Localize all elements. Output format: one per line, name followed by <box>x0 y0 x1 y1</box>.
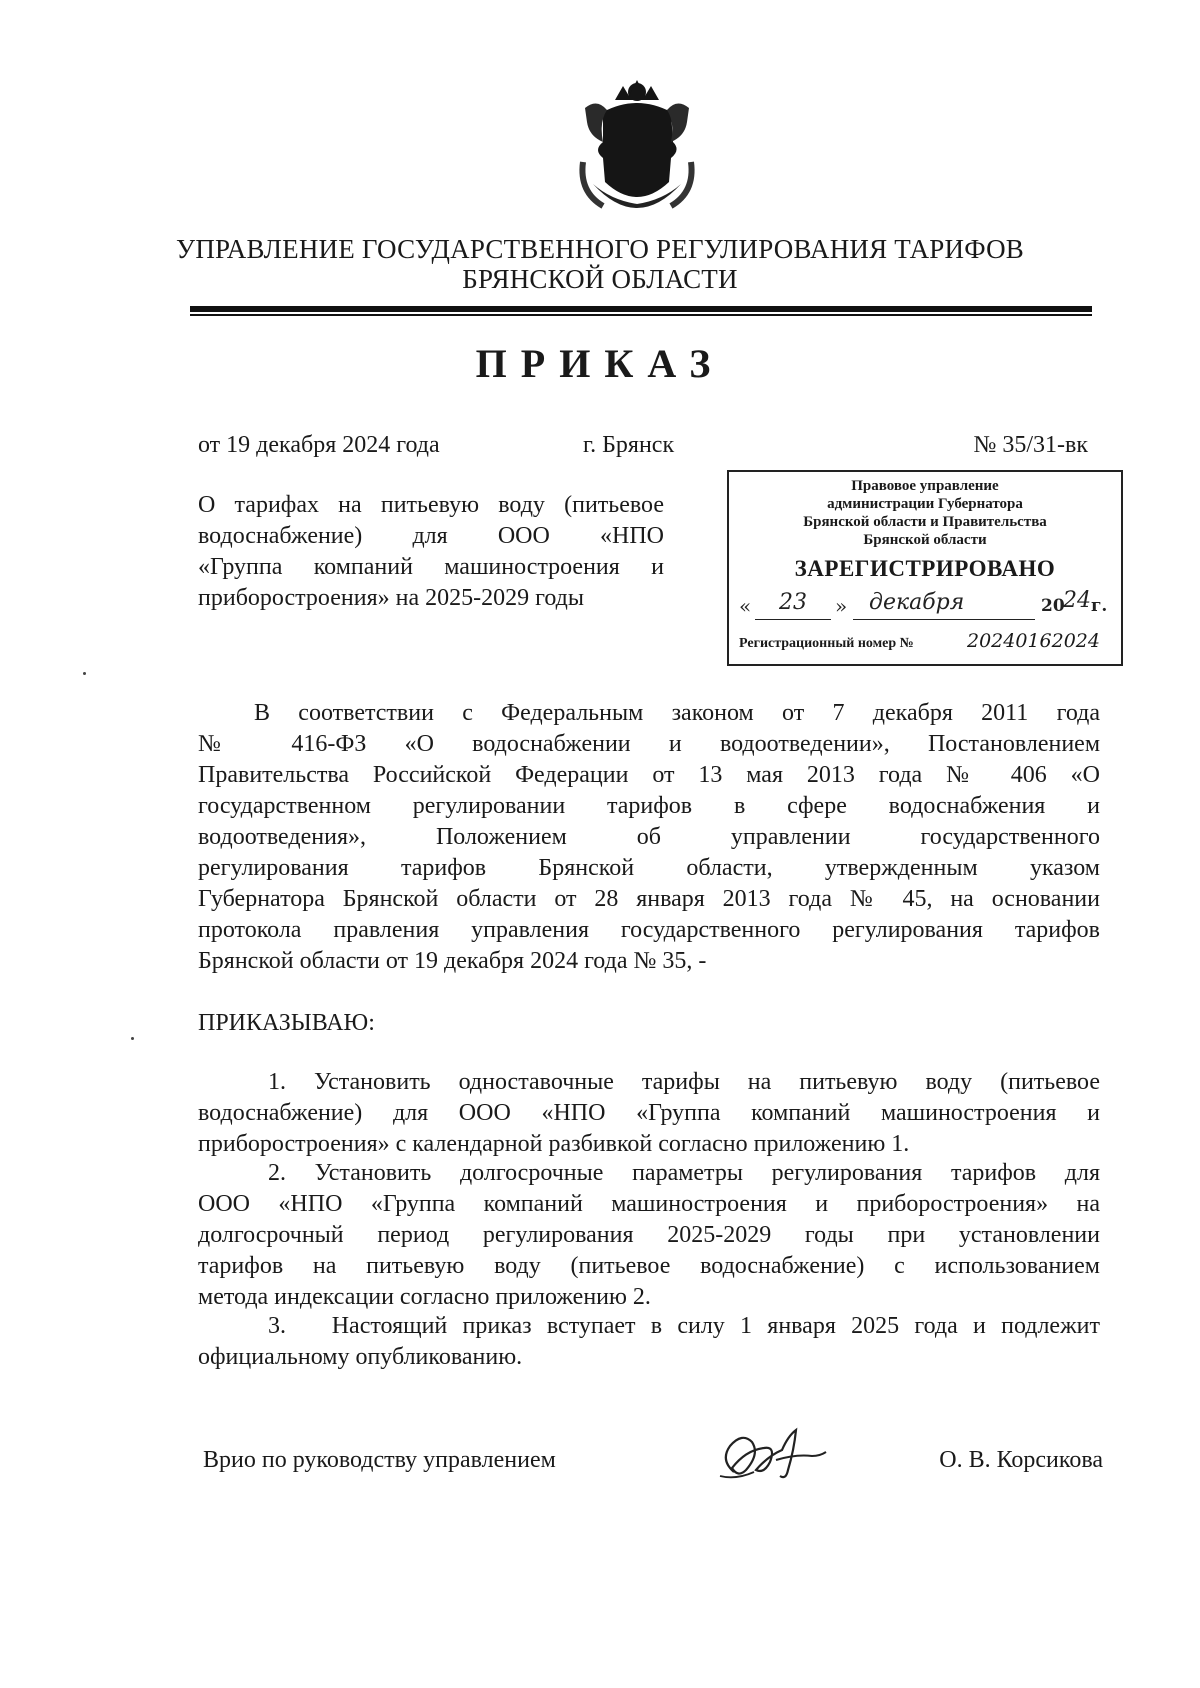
stamp-day: 23 <box>779 590 807 615</box>
stamp-reg-number: 20240162024 <box>967 630 1100 652</box>
stamp-org-line: Правовое управление <box>851 478 999 494</box>
paragraph-line: водоотведения», Положением об управлении государственного <box>198 824 1100 850</box>
paragraph-line: протокола правления управления государственного регулирования тарифов <box>198 917 1100 943</box>
signatory-name: О. В. Корсикова <box>939 1447 1103 1473</box>
stamp-org-line: Брянской области <box>863 532 987 548</box>
document-number: № 35/31-вк <box>973 432 1088 458</box>
subject-line: О тарифах на питьевую воду (питьевое <box>198 492 664 518</box>
orders-label: ПРИКАЗЫВАЮ: <box>198 1010 375 1036</box>
stamp-reg-label: Регистрационный номер № <box>739 636 914 651</box>
order-item-2 <box>198 1158 1100 1313</box>
paragraph-line: 2. Установить долгосрочные параметры регулирования тарифов для <box>268 1160 1100 1186</box>
paragraph-line: В соответствии с Федеральным законом от 7 декабря 2011 года <box>254 700 1100 726</box>
paragraph-line: 1. Установить одноставочные тарифы на питьевую воду (питьевое <box>268 1069 1100 1095</box>
paragraph-line: Правительства Российской Федерации от 13 мая 2013 года № 406 «О <box>198 762 1100 788</box>
paragraph-line: долгосрочный период регулирования 2025-2029 годы при установлении <box>198 1222 1100 1248</box>
header-divider-thin <box>190 314 1092 316</box>
legal-basis-paragraph <box>198 698 1100 977</box>
registration-stamp <box>727 470 1123 666</box>
header-divider-thick <box>190 306 1092 312</box>
paragraph-line: государственном регулировании тарифов в сфере водоснабжения и <box>198 793 1100 819</box>
stamp-registered-label: ЗАРЕГИСТРИРОВАНО <box>794 556 1056 581</box>
order-item-1 <box>198 1067 1100 1160</box>
coat-of-arms-icon <box>563 72 711 222</box>
stamp-month: декабря <box>869 590 965 615</box>
org-name-line-2: БРЯНСКОЙ ОБЛАСТИ <box>462 264 738 294</box>
stamp-org-line: Брянской области и Правительства <box>803 514 1047 530</box>
stamp-year-suffix: 24 <box>1063 588 1091 613</box>
paragraph-line: регулирования тарифов Брянской области, утвержденным указом <box>198 855 1100 881</box>
stamp-year-mark: г. <box>1091 596 1108 616</box>
signatory-position: Врио по руководству управлением <box>203 1447 556 1473</box>
subject-line: водоснабжение) для ООО «НПО <box>198 523 664 549</box>
paragraph-line: тарифов на питьевую воду (питьевое водоснабжение) с использованием <box>198 1253 1100 1279</box>
paragraph-line: официальному опубликованию. <box>198 1344 523 1370</box>
stamp-date-row: « 23 » декабря 20 24 г. <box>739 588 1108 618</box>
subject-line: «Группа компаний машиностроения и <box>198 554 664 580</box>
document-subject <box>198 490 664 614</box>
scan-speck <box>131 1037 134 1040</box>
org-name-line-1: УПРАВЛЕНИЕ ГОСУДАРСТВЕННОГО РЕГУЛИРОВАНИЯ ТАРИФОВ <box>176 234 1024 264</box>
stamp-org-line: администрации Губернатора <box>827 496 1023 512</box>
paragraph-line: приборостроения» с календарной разбивкой согласно приложению 1. <box>198 1131 910 1157</box>
stamp-year-prefix: 20 <box>1041 596 1065 616</box>
order-item-3 <box>198 1311 1100 1373</box>
document-city: г. Брянск <box>583 432 675 458</box>
document-title: ПРИКАЗ <box>475 341 725 386</box>
paragraph-line: № 416-ФЗ «О водоснабжении и водоотведении», Постановлением <box>198 731 1100 757</box>
subject-line: приборостроения» на 2025-2029 годы <box>198 585 584 611</box>
scan-speck <box>83 672 86 675</box>
paragraph-line: водоснабжение) для ООО «НПО «Группа компаний машиностроения и <box>198 1100 1100 1126</box>
document-date: от 19 декабря 2024 года <box>198 432 440 458</box>
handwritten-signature-icon <box>716 1420 856 1490</box>
stamp-reg-row <box>739 630 1119 660</box>
paragraph-line: ООО «НПО «Группа компаний машиностроения и приборостроения» на <box>198 1191 1100 1217</box>
paragraph-line: метода индексации согласно приложению 2. <box>198 1284 651 1310</box>
paragraph-line: Губернатора Брянской области от 28 января 2013 года № 45, на основании <box>198 886 1100 912</box>
paragraph-line: Брянской области от 19 декабря 2024 года № 35, - <box>198 948 707 974</box>
paragraph-line: 3. Настоящий приказ вступает в силу 1 января 2025 года и подлежит <box>268 1313 1100 1339</box>
